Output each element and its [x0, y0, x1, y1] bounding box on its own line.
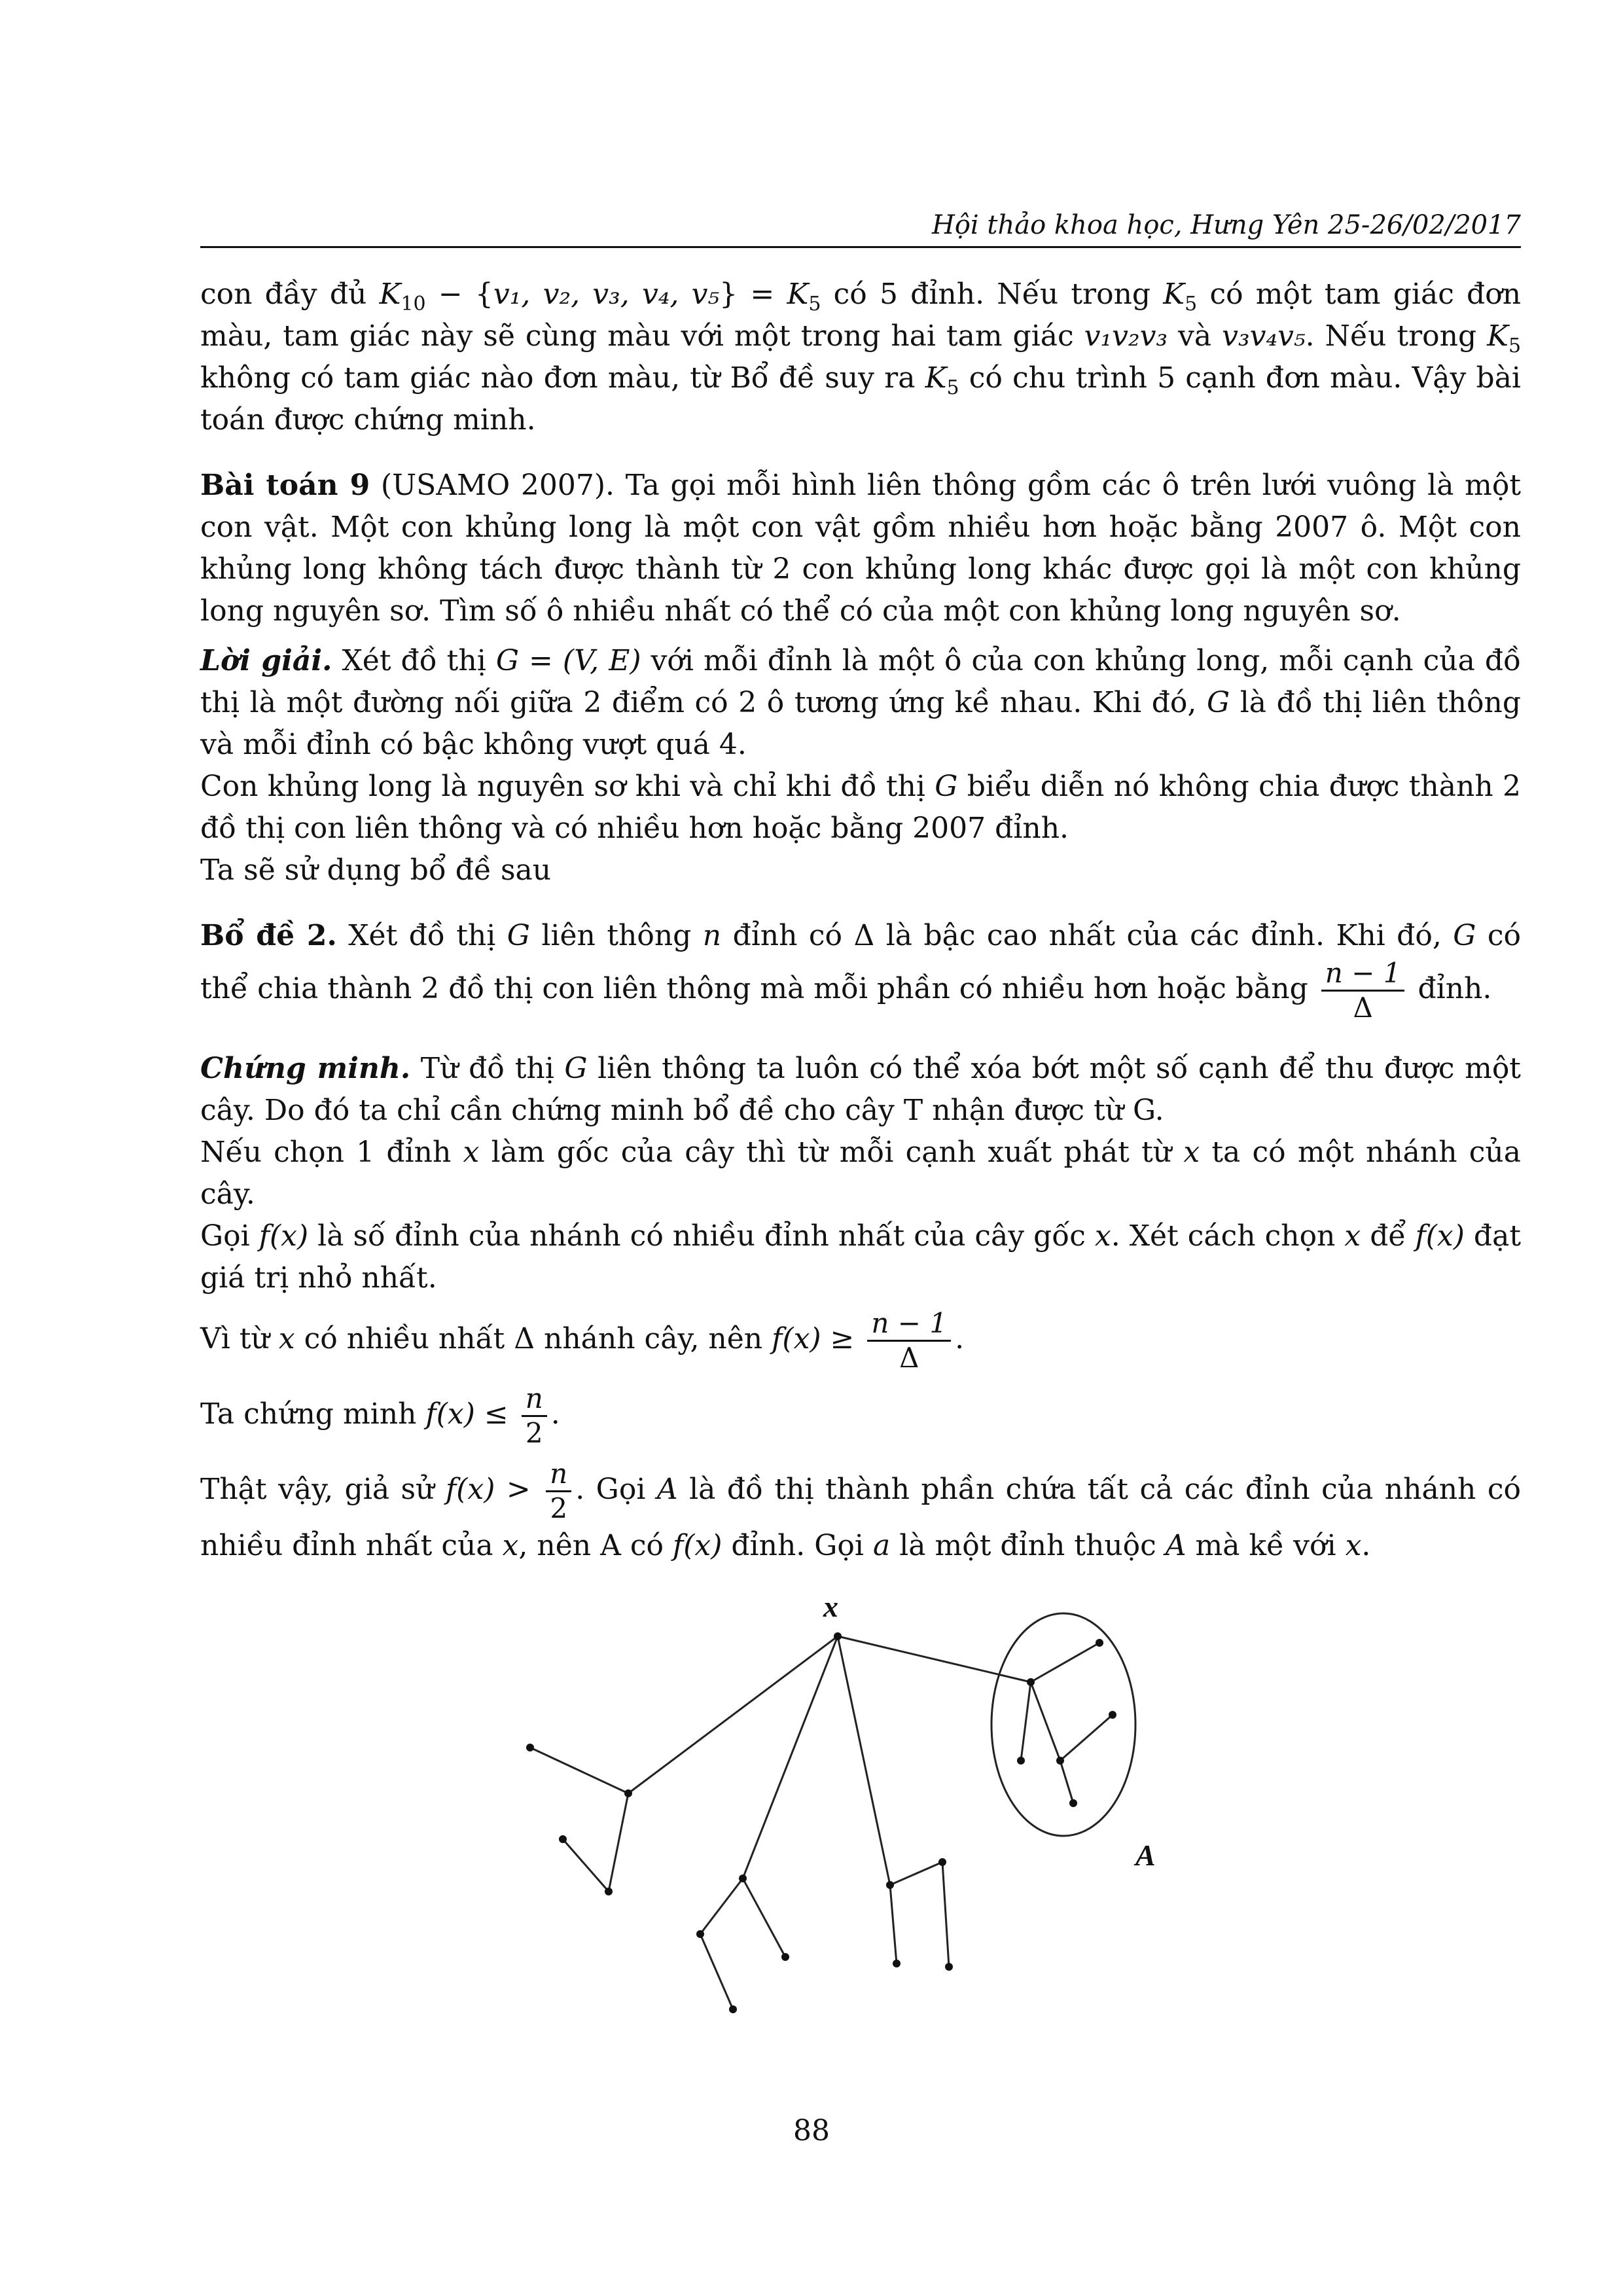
tree-node — [729, 2005, 737, 2013]
tree-node — [1027, 1678, 1035, 1686]
tree-edge — [609, 1793, 628, 1892]
tree-nodes — [526, 1632, 1116, 2013]
problem-paragraph: Bài toán 9 (USAMO 2007). Ta gọi mỗi hình liên thông gồm các ô trên lưới vuông là một con vật. Một con khủng long là một con vật gồm nhiều hơn hoặc bằng 2007 ô. Một con khủng long không tách được thành từ 2 con khủng long khác được gọi là một con khủng long nguyên sơ. Tìm số ô nhiều nhất có thể có của một con khủng long nguyên sơ. — [200, 469, 1521, 628]
tree-node — [1056, 1757, 1064, 1765]
tree-node — [696, 1930, 704, 1938]
tree-node — [893, 1960, 901, 1967]
tree-edge — [890, 1862, 942, 1885]
proof-contradiction: Thật vậy, giả sử f(x) > $\frac{n}{2}$ . Gọi A là đồ thị thành phần chứa tất cả các đỉnh của nhánh có nhiều đỉnh nhất của x, nên A có f(x) đỉnh. Gọi a là một đỉnh thuộc A mà kề với x. — [200, 1458, 1521, 1562]
tree-node — [624, 1789, 632, 1797]
header-rule — [200, 246, 1521, 248]
tree-node — [938, 1858, 946, 1866]
tree-node — [605, 1888, 613, 1895]
root-label-x: x — [823, 1590, 838, 1623]
tree-edge — [1021, 1682, 1031, 1761]
tree-edge — [563, 1839, 609, 1892]
tree-edge — [838, 1636, 1031, 1682]
tree-node — [886, 1881, 894, 1889]
fraction-n-minus-1-over-delta: $\frac{n - 1}{\Delta}$ — [867, 1307, 951, 1374]
tree-node — [526, 1744, 534, 1751]
tree-node-root — [834, 1632, 842, 1640]
tree-edge — [890, 1885, 897, 1964]
tree-diagram — [510, 1577, 1198, 2049]
proof-inequality-2: Ta chứng minh f(x) ≤ $\frac{n}{2}$ . — [200, 1382, 560, 1449]
branch-region-ellipse — [991, 1613, 1135, 1836]
page-number: 88 — [793, 2114, 830, 2147]
tree-edges — [530, 1636, 1113, 2009]
tree-node — [1109, 1711, 1116, 1719]
region-label-a: A — [1135, 1839, 1156, 1872]
solution-label: Lời giải. — [200, 644, 332, 677]
fraction-n-over-2: $\frac{n}{2}$ — [522, 1382, 547, 1450]
tree-edge — [700, 1934, 733, 2009]
intro-paragraph: con đầy đủ $K_{10} - \{v_1$, v₂, v₃, v₄, $v_5\} = K_5$ có 5 đỉnh. Nếu trong $K_5$ có một tam giác đơn màu, tam giác này sẽ cùng màu với một trong hai tam giác v₁v₂v₃ và v₃v₄v₅. Nếu trong $K_5$ không có tam giác nào đơn màu, từ Bổ đề suy ra $K_5$ có chu trình 5 cạnh đơn màu. Vậy bài toán được chứng minh. — [200, 278, 1522, 437]
tree-edge — [942, 1862, 949, 1967]
tree-edge — [1060, 1761, 1073, 1803]
fraction-n-over-2-b: $\frac{n}{2}$ — [546, 1458, 571, 1525]
tree-edge — [700, 1878, 743, 1934]
proof-paragraph: Chứng minh. Từ đồ thị G liên thông ta luôn có thể xóa bớt một số cạnh để thu được một cây. Do đó ta chỉ cần chứng minh bổ đề cho cây T nhận được từ G. Nếu chọn 1 đỉnh x làm gốc của cây thì từ mỗi cạnh xuất phát từ x ta có một nhánh của cây. Gọi f(x) là số đỉnh của nhánh có nhiều đỉnh nhất của cây gốc x. Xét cách chọn x để f(x) đạt giá trị nhỏ nhất. — [200, 1052, 1522, 1295]
tree-node — [781, 1953, 789, 1961]
tree-node — [1096, 1639, 1103, 1647]
proof-label: Chứng minh. — [200, 1052, 411, 1085]
tree-edge — [1060, 1715, 1113, 1761]
tree-edge — [743, 1878, 785, 1957]
body-text — [200, 274, 1521, 1575]
tree-node — [1017, 1757, 1025, 1765]
running-header: Hội thảo khoa học, Hưng Yên 25-26/02/2017 — [931, 210, 1521, 240]
problem-label: Bài toán 9 — [200, 469, 370, 502]
proof-inequality-1: Vì từ x có nhiều nhất Δ nhánh cây, nên f(x) ≥ $\frac{n - 1}{\Delta}$ . — [200, 1307, 965, 1374]
tree-node — [1069, 1799, 1077, 1807]
tree-edge — [838, 1636, 890, 1885]
tree-edge — [1031, 1643, 1099, 1682]
lemma-paragraph: Bổ đề 2. Xét đồ thị G liên thông n đỉnh có Δ là bậc cao nhất của các đỉnh. Khi đó, G có thể chia thành 2 đồ thị con liên thông mà mỗi phần có nhiều hơn hoặc bằng $\frac{n - 1}{\Delta}$ đỉnh. — [200, 919, 1521, 1024]
tree-edge — [530, 1748, 628, 1793]
tree-node — [945, 1963, 953, 1971]
tree-edge — [1031, 1682, 1060, 1761]
lemma-fraction: $\frac{n - 1}{\Delta}$ — [1321, 957, 1405, 1024]
lemma-label: Bổ đề 2. — [200, 919, 337, 952]
tree-node — [739, 1874, 747, 1882]
solution-paragraph: Lời giải. Xét đồ thị G = (V, E) với mỗi đỉnh là một ô của con khủng long, mỗi cạnh của đồ thị là một đường nối giữa 2 điểm có 2 ô tương ứng kề nhau. Khi đó, G là đồ thị liên thông và mỗi đỉnh có bậc không vượt quá 4. Con khủng long là nguyên sơ khi và chỉ khi đồ thị G biểu diễn nó không chia được thành 2 đồ thị con liên thông và có nhiều hơn hoặc bằng 2007 đỉnh. Ta sẽ sử dụng bổ đề sau — [200, 644, 1522, 887]
tree-node — [559, 1835, 567, 1843]
